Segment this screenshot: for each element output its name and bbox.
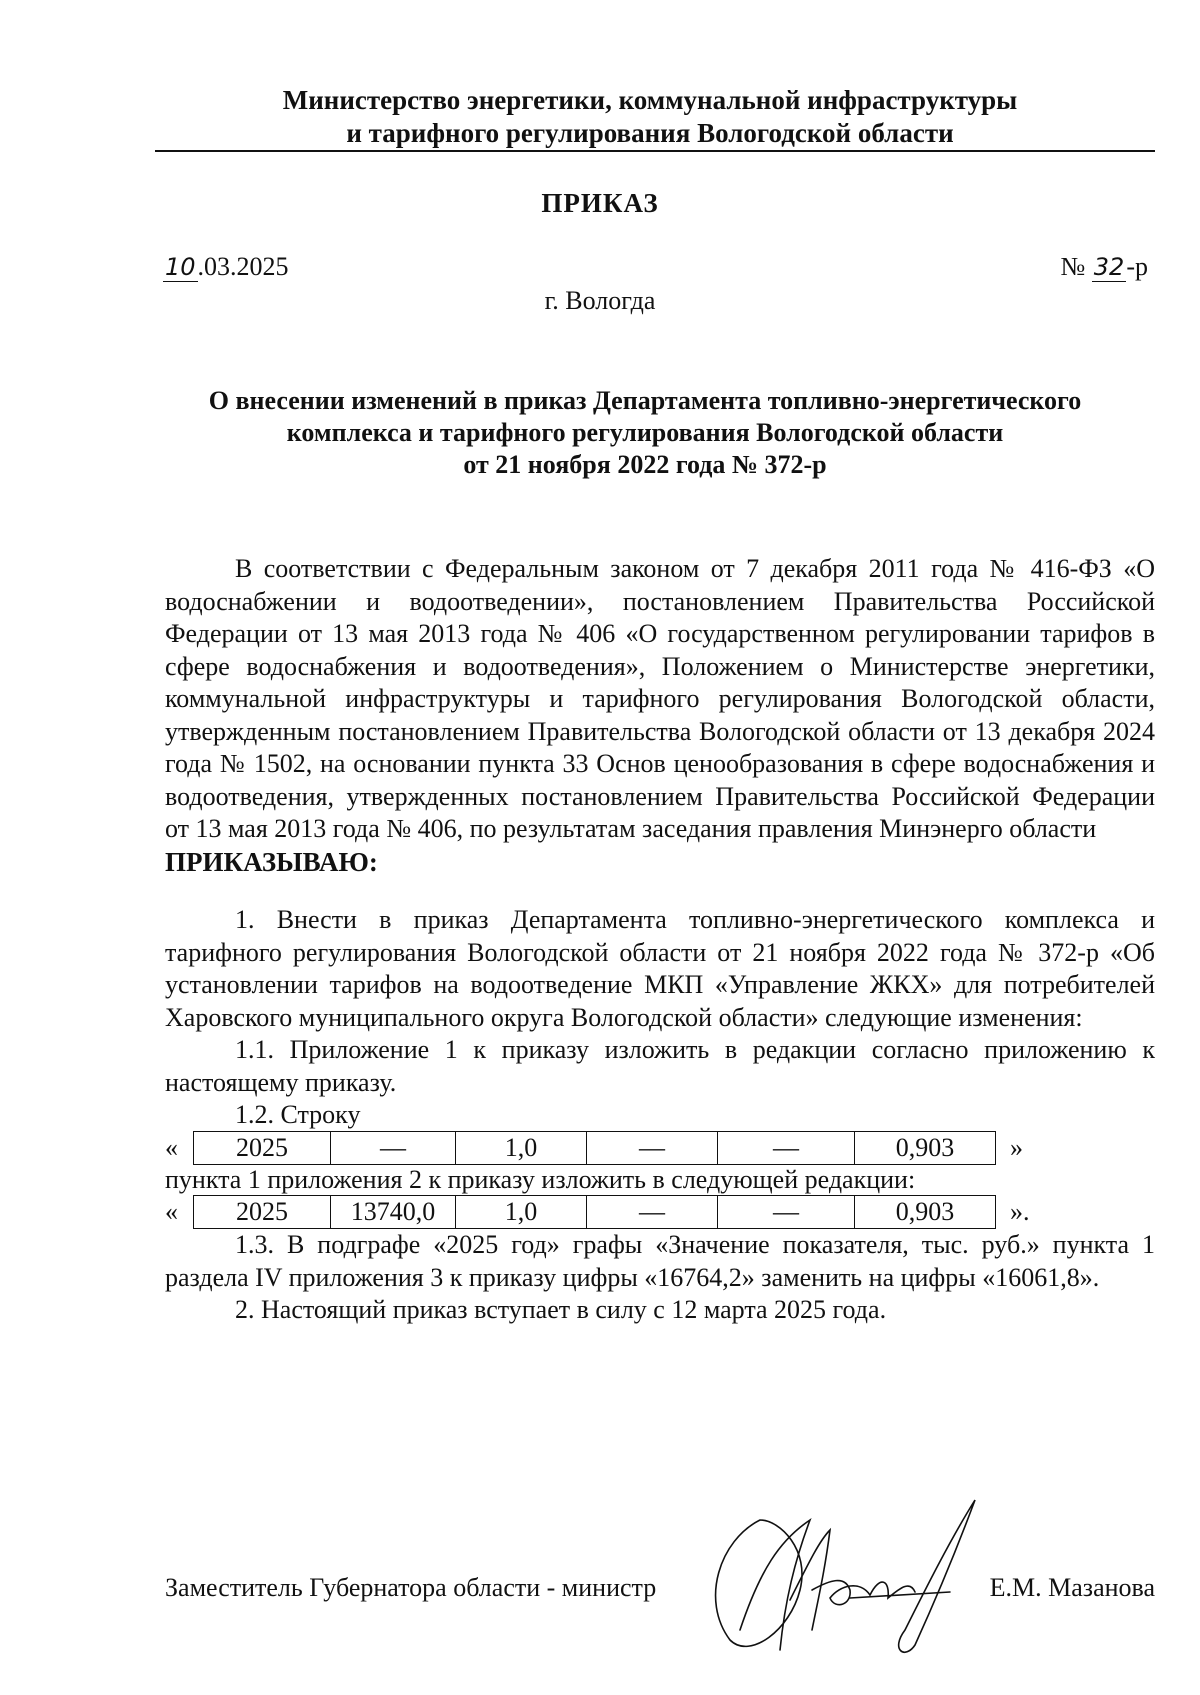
number-suffix: -р — [1126, 252, 1148, 281]
quote-close: » — [1010, 1132, 1023, 1162]
table-cell: — — [587, 1195, 718, 1229]
old-row-table — [193, 1131, 996, 1166]
item-1-3: 1.3. В подграфе «2025 год» графы «Значение показателя, тыс. руб.» пункта 1 раздела IV приложения 3 к приказу цифры «16764,2» заменить на цифры «16061,8». — [165, 1230, 1155, 1292]
item-1: 1. Внести в приказ Департамента топливно-энергетического комплекса и тарифного регулирования Вологодской области от 21 ноября 2022 года № 372-р «Об установлении тарифов на водоотведение МКП «Управление ЖКХ» для потребителей Харовского муниципального округа Вологодской области» следующие изменения: — [165, 905, 1155, 1032]
new-row-table — [193, 1195, 996, 1230]
ministry-header-line2: и тарифного регулирования Вологодской области — [346, 118, 954, 148]
table-cell: 0,903 — [855, 1195, 996, 1229]
city: г. Вологда — [544, 286, 656, 315]
handwritten-number: 32 — [1093, 253, 1125, 281]
document-body — [165, 553, 1155, 1327]
number-prefix: № — [1060, 252, 1092, 281]
ministry-header — [150, 84, 1150, 150]
order-number — [1060, 252, 1148, 282]
document-title: ПРИКАЗ — [541, 188, 659, 218]
table-cell: 0,903 — [855, 1131, 996, 1165]
order-date — [163, 252, 289, 282]
table-cell: — — [718, 1195, 855, 1229]
order-subject — [150, 385, 1140, 481]
table-cell: 1,0 — [456, 1131, 587, 1165]
table-row — [194, 1131, 996, 1165]
table-cell: — — [587, 1131, 718, 1165]
signatory-name: Е.М. Мазанова — [989, 1573, 1155, 1602]
new-row-line — [165, 1195, 1155, 1229]
header-divider — [155, 150, 1155, 152]
handwritten-day: 10 — [165, 253, 196, 281]
signature-block — [165, 1573, 1155, 1603]
quote-close: ». — [1010, 1196, 1030, 1226]
old-row-line — [165, 1131, 1155, 1165]
table-cell: — — [331, 1131, 456, 1165]
order-word: ПРИКАЗЫВАЮ: — [165, 846, 378, 877]
preamble: В соответствии с Федеральным законом от 7 декабря 2011 года № 416-ФЗ «О водоснабжении и водоотведении», постановлением Правительства Российской Федерации от 13 мая 2013 года № 406 «О государственном регулировании тарифов в сфере водоснабжения и водоотведения», Положением о Министерстве энергетики, коммунальной инфраструктуры и тарифного регулирования Вологодской области, утвержденным постановлением Правительства Вологодской области от 13 декабря 2024 года № 1502, на основании пункта 33 Основ ценообразования в сфере водоснабжения и водоотведения, утвержденных постановлением Правительства Российской Федерации от 13 мая 2013 года № 406, по результатам заседания правления Минэнерго области — [165, 554, 1155, 843]
subject-line2: комплекса и тарифного регулирования Вологодской области — [286, 418, 1004, 447]
item-1-2: 1.2. Строку — [235, 1100, 361, 1129]
item-1-1: 1.1. Приложение 1 к приказу изложить в редакции согласно приложению к настоящему приказу. — [165, 1035, 1155, 1097]
signatory-position: Заместитель Губернатора области - министр — [165, 1573, 657, 1602]
table-cell: 13740,0 — [331, 1195, 456, 1229]
table-cell: 1,0 — [456, 1195, 587, 1229]
table-cell: 2025 — [194, 1195, 331, 1229]
subject-line3: от 21 ноября 2022 года № 372-р — [463, 450, 827, 479]
between-rows-text: пункта 1 приложения 2 к приказу изложить в следующей редакции: — [165, 1165, 916, 1194]
table-row — [194, 1195, 996, 1229]
quote-open: « — [165, 1196, 178, 1226]
subject-line1: О внесении изменений в приказ Департамента топливно-энергетического — [208, 386, 1082, 415]
quote-open: « — [165, 1132, 178, 1162]
table-cell: — — [718, 1131, 855, 1165]
ministry-header-line1: Министерство энергетики, коммунальной инфраструктуры — [282, 85, 1018, 115]
table-cell: 2025 — [194, 1131, 331, 1165]
item-2: 2. Настоящий приказ вступает в силу с 12 марта 2025 года. — [235, 1295, 887, 1324]
date-rest: .03.2025 — [197, 252, 289, 281]
